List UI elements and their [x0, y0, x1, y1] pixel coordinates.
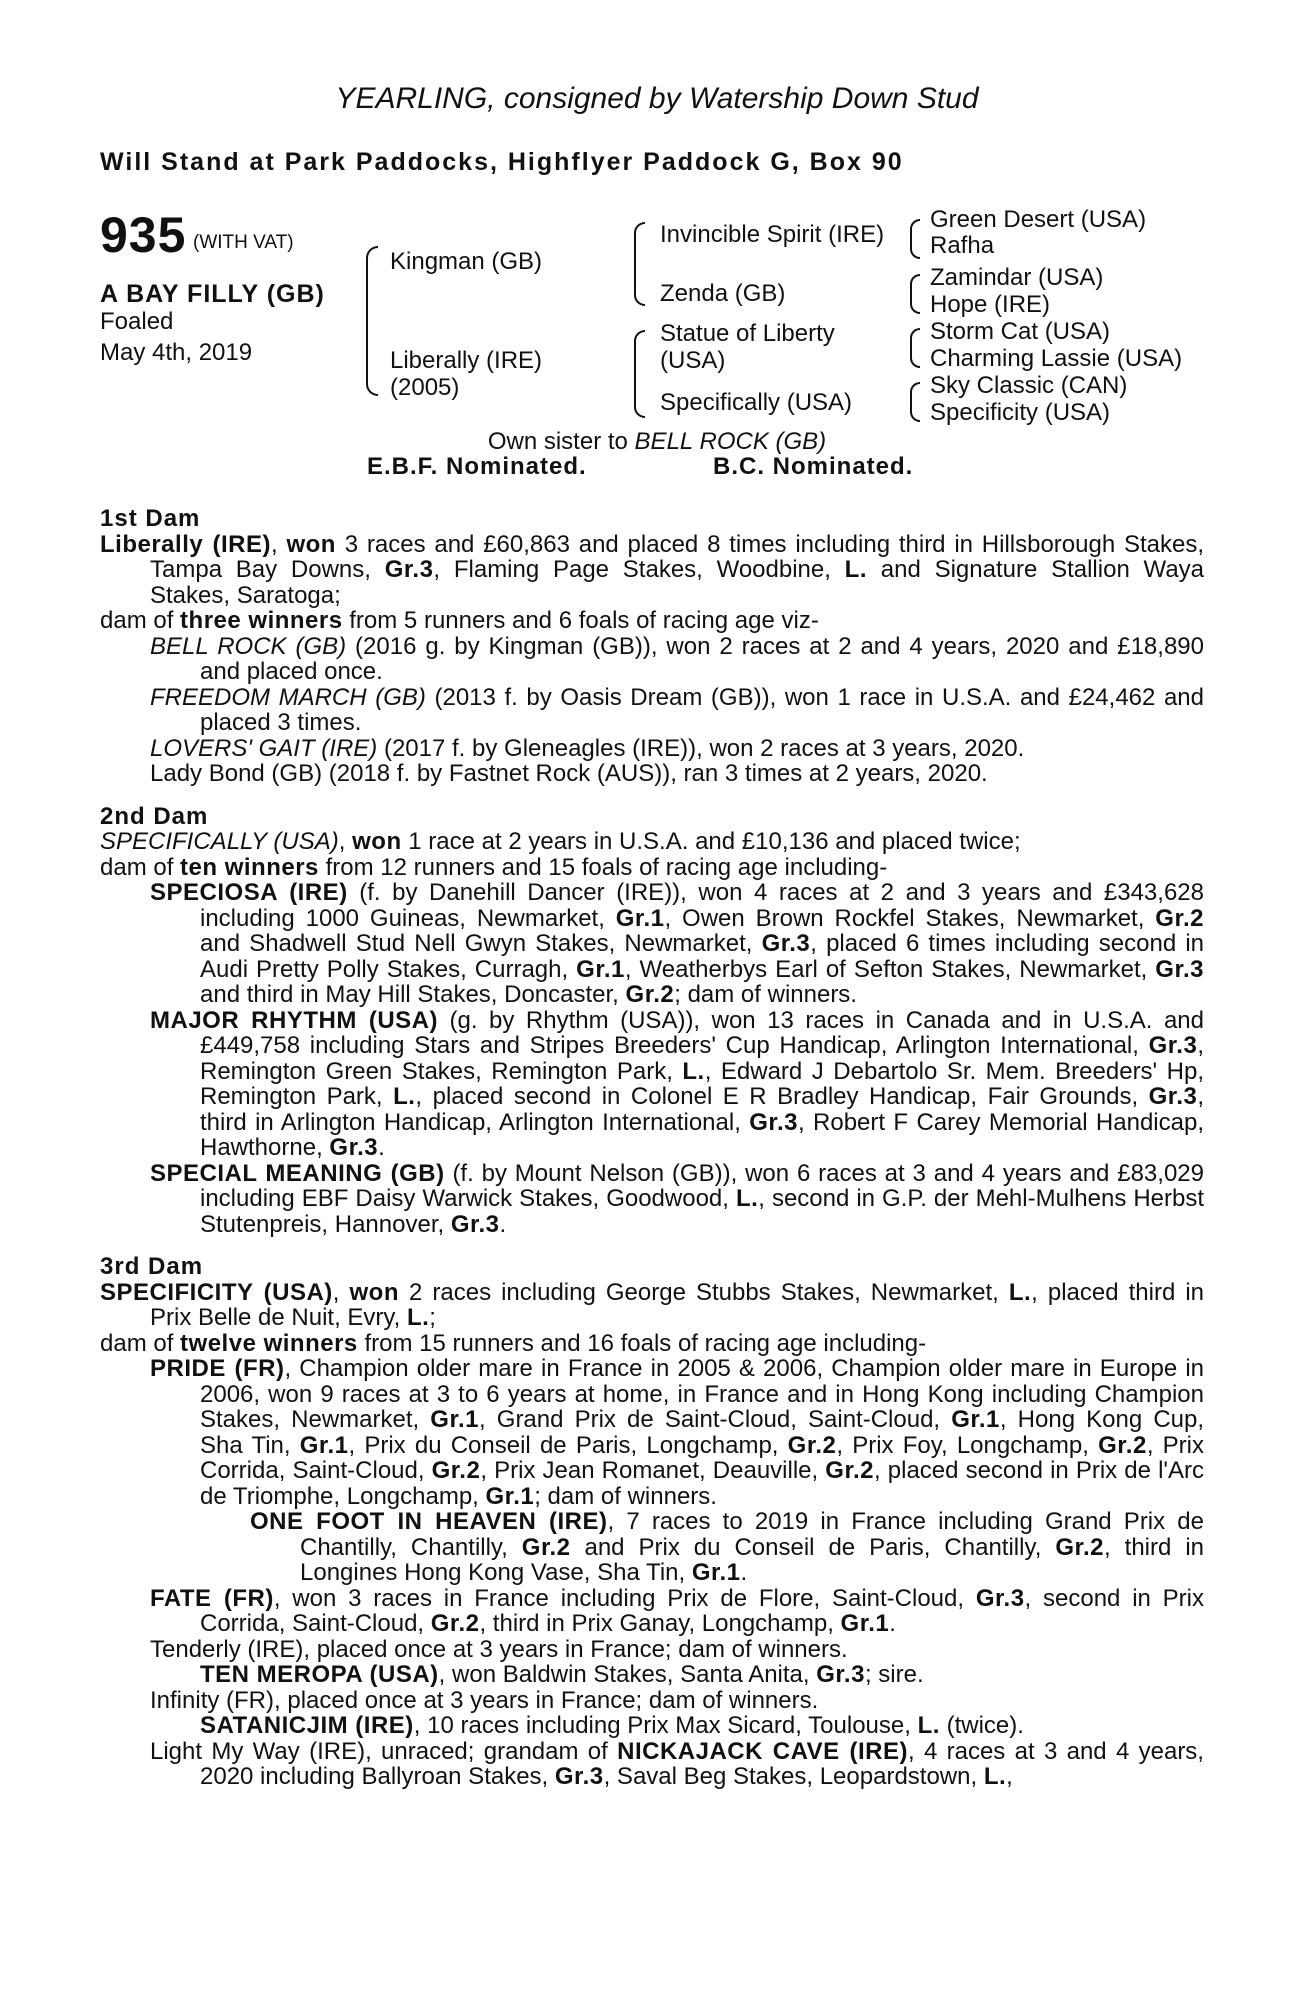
dam-sire-name: Statue of Liberty [660, 320, 835, 347]
vat-label: (WITH VAT) [193, 232, 294, 253]
second-dam-record: SPECIFICALLY (USA), won 1 race at 2 years in U.S.A. and £10,136 and placed twice; [100, 828, 1021, 855]
list-item: Infinity (FR), placed once at 3 years in France; dam of winners. [150, 1686, 819, 1714]
dam-name: Liberally (IRE) [390, 347, 543, 374]
list-item: FREEDOM MARCH (GB) (2013 f. by Oasis Dream (GB)), won 1 race in U.S.A. and £24,462 and placed 3 times. [150, 683, 1205, 736]
ebf-nominated: E.B.F. Nominated. [367, 453, 587, 480]
foaled-info [100, 306, 252, 368]
dam-sire [660, 320, 835, 374]
sire: Kingman (GB) [390, 248, 543, 275]
dam-year: (2005) [390, 374, 460, 401]
first-dam-produce: dam of three winners from 5 runners and 6 foals of racing age viz- [100, 607, 819, 634]
brace-sd [910, 274, 920, 314]
third-dam-produce: dam of twelve winners from 15 runners and 16 foals of racing age including- [100, 1329, 927, 1357]
dam-sire-country: (USA) [660, 347, 726, 374]
first-dam-title: 1st Dam [100, 505, 201, 532]
list-item: MAJOR RHYTHM (USA) (g. by Rhythm (USA)), won 13 races in Canada and in U.S.A. and £449,758 including Stars and Stripes Breeders' Cup Handicap, Arlington International, Gr.3, Remington Green Stakes, Remington Park, L., Edward J Debartolo Sr. Mem. Breeders' Hp, Remington Park, L., placed second in Colonel E R Bradley Handicap, Fair Grounds, Gr.3, third in Arlington Handicap, Arlington International, Gr.3, Robert F Carey Memorial Handicap, Hawthorne, Gr.3. [150, 1006, 1205, 1161]
own-sister-horse: BELL ROCK (GB) [634, 428, 827, 455]
brace-ds [910, 328, 920, 368]
second-dam-produce: dam of ten winners from 12 runners and 15 foals of racing age including- [100, 853, 888, 881]
bc-nominated: B.C. Nominated. [713, 453, 914, 480]
list-item: Light My Way (IRE), unraced; grandam of NICKAJACK CAVE (IRE), 4 races at 3 and 4 years, 2020 including Ballyroan Stakes, Gr.3, Saval Beg Stakes, Leopardstown, L., [150, 1737, 1204, 1790]
dss: Storm Cat (USA) [930, 318, 1111, 345]
list-item: Tenderly (IRE), placed once at 3 years in France; dam of winners. [150, 1635, 848, 1663]
location-line: Will Stand at Park Paddocks, Highflyer Paddock G, Box 90 [100, 148, 904, 176]
sdd: Hope (IRE) [930, 291, 1051, 318]
third-dam-title: 3rd Dam [100, 1253, 204, 1280]
list-item: LOVERS' GAIT (IRE) (2017 f. by Gleneagles (IRE)), won 2 races at 3 years, 2020. [150, 734, 1025, 762]
list-item: TEN MEROPA (USA), won Baldwin Stakes, Santa Anita, Gr.3; sire. [200, 1661, 924, 1688]
dam-dam: Specifically (USA) [660, 389, 853, 416]
second-dam-title: 2nd Dam [100, 802, 209, 830]
dsd: Charming Lassie (USA) [930, 345, 1183, 372]
lot-number: 935 [100, 207, 187, 263]
ddd: Specificity (USA) [930, 399, 1111, 426]
own-sister-note: Own sister to BELL ROCK (GB) [487, 428, 827, 455]
sire-sire: Invincible Spirit (IRE) [660, 221, 885, 248]
brace-sire [634, 222, 645, 306]
brace-gen1 [366, 246, 378, 396]
foaled-date: May 4th, 2019 [100, 339, 253, 366]
sire-dam: Zenda (GB) [660, 280, 786, 307]
sds: Zamindar (USA) [930, 264, 1104, 291]
sss: Green Desert (USA) [930, 206, 1147, 233]
list-item: ONE FOOT IN HEAVEN (IRE), 7 races to 2019 in France including Grand Prix de Chantilly, Chantilly, Gr.2 and Prix du Conseil de Paris, Chantilly, Gr.2, third in Longines Hong Kong Vase, Sha Tin, Gr.1. [250, 1508, 1205, 1586]
list-item: BELL ROCK (GB) (2016 g. by Kingman (GB)), won 2 races at 2 and 4 years, 2020 and £18,890 and placed once. [150, 632, 1204, 685]
list-item: SPECIOSA (IRE) (f. by Danehill Dancer (IRE)), won 4 races at 2 and 3 years and £343,628 including 1000 Guineas, Newmarket, Gr.1, Owen Brown Rockfel Stakes, Newmarket, Gr.2 and Shadwell Stud Nell Gwyn Stakes, Newmarket, Gr.3, placed 6 times including second in Audi Pretty Polly Stakes, Curragh, Gr.1, Weatherbys Earl of Sefton Stakes, Newmarket, Gr.3 and third in May Hill Stakes, Doncaster, Gr.2; dam of winners. [150, 879, 1204, 1008]
list-item: Lady Bond (GB) (2018 f. by Fastnet Rock (AUS)), ran 3 times at 2 years, 2020. [150, 760, 988, 787]
page-title: YEARLING, consigned by Watership Down Stud [335, 82, 979, 115]
list-item: SATANICJIM (IRE), 10 races including Prix Max Sicard, Toulouse, L. (twice). [200, 1712, 1024, 1739]
catalogue-body [100, 506, 1204, 1790]
foaled-label: Foaled [100, 308, 174, 335]
first-dam-record: Liberally (IRE), won 3 races and £60,863 and placed 8 times including third in Hillsborough Stakes, Tampa Bay Downs, Gr.3, Flaming Page Stakes, Woodbine, L. and Signature Stallion Waya Stakes, Saratoga; [100, 530, 1205, 609]
list-item: PRIDE (FR), Champion older mare in France in 2005 & 2006, Champion older mare in Europe in 2006, won 9 races at 3 to 6 years at home, in France and in Hong Kong including Champion Stakes, Newmarket, Gr.1, Grand Prix de Saint-Cloud, Saint-Cloud, Gr.1, Hong Kong Cup, Sha Tin, Gr.1, Prix du Conseil de Paris, Longchamp, Gr.2, Prix Foy, Longchamp, Gr.2, Prix Corrida, Saint-Cloud, Gr.2, Prix Jean Romanet, Deauville, Gr.2, placed second in Prix de l'Arc de Triomphe, Longchamp, Gr.1; dam of winners. [150, 1355, 1205, 1510]
dds: Sky Classic (CAN) [930, 372, 1128, 399]
brace-dam [634, 330, 645, 418]
list-item: SPECIAL MEANING (GB) (f. by Mount Nelson (GB)), won 6 races at 3 and 4 years and £83,029 including EBF Daisy Warwick Stakes, Goodwood, L., second in G.P. der Mehl-Mulhens Herbst Stutenpreis, Hannover, Gr.3. [150, 1159, 1205, 1238]
lot-description: A BAY FILLY (GB) [100, 280, 325, 308]
dam [390, 347, 542, 401]
list-item: FATE (FR), won 3 races in France including Prix de Flore, Saint-Cloud, Gr.3, second in Prix Corrida, Saint-Cloud, Gr.2, third in Prix Ganay, Longchamp, Gr.1. [150, 1584, 1204, 1637]
ssd: Rafha [930, 232, 995, 259]
brace-ss [910, 219, 920, 259]
brace-dd [910, 382, 920, 422]
third-dam-record: SPECIFICITY (USA), won 2 races including George Stubbs Stakes, Newmarket, L., placed third in Prix Belle de Nuit, Evry, L.; [100, 1278, 1204, 1331]
